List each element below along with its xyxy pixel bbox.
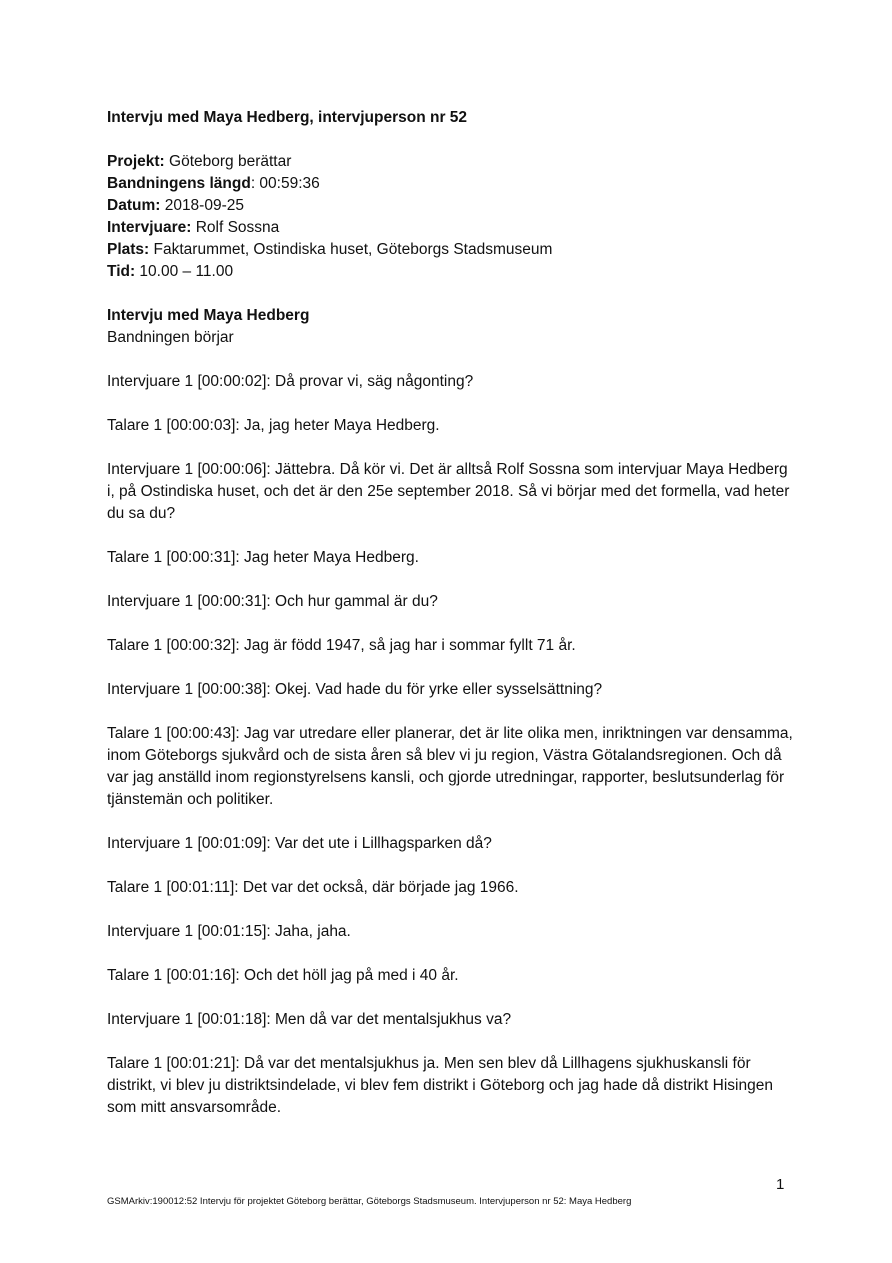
meta-interviewer bbox=[107, 217, 797, 239]
document-body bbox=[107, 107, 797, 1141]
meta-value: 10.00 – 11.00 bbox=[135, 263, 234, 280]
meta-value: Faktarummet, Ostindiska huset, Göteborgs Stadsmuseum bbox=[149, 241, 553, 258]
meta-label: Bandningens längd bbox=[107, 175, 251, 192]
page-number: 1 bbox=[776, 1176, 785, 1193]
transcript-turn: Talare 1 [00:00:32]: Jag är född 1947, så jag har i sommar fyllt 71 år. bbox=[107, 637, 576, 654]
meta-value: : 00:59:36 bbox=[250, 175, 320, 192]
transcript-turn: Intervjuare 1 [00:01:18]: Men då var det mentalsjukhus va? bbox=[107, 1011, 512, 1028]
transcript-turn: Intervjuare 1 [00:00:31]: Och hur gammal är du? bbox=[107, 593, 438, 610]
meta-value: 2018-09-25 bbox=[160, 197, 244, 214]
meta-label: Plats: bbox=[107, 241, 150, 258]
meta-label: Tid: bbox=[107, 263, 136, 280]
transcript-turn: Talare 1 [00:01:11]: Det var det också, där började jag 1966. bbox=[107, 879, 519, 896]
transcript-turn: Intervjuare 1 [00:01:09]: Var det ute i Lillhagsparken då? bbox=[107, 835, 492, 852]
metadata-block bbox=[107, 151, 797, 283]
transcript-turn: Intervjuare 1 [00:00:38]: Okej. Vad hade du för yrke eller sysselsättning? bbox=[107, 681, 603, 698]
transcript-turn: Talare 1 [00:01:21]: Då var det mentalsjukhus ja. Men sen blev då Lillhagens sjukhuskansli för distrikt, vi blev ju distriktsindelade, vi blev fem distrikt i Göteborg och jag hade då distrikt Hisingen som mitt ansvarsområde. bbox=[107, 1055, 773, 1116]
page-footer: GSMArkiv:190012:52 Intervju för projektet Göteborg berättar, Göteborgs Stadsmuseum. Intervjuperson nr 52: Maya Hedberg bbox=[107, 1196, 632, 1207]
meta-label: Datum: bbox=[107, 197, 161, 214]
transcript-turn: Intervjuare 1 [00:00:06]: Jättebra. Då kör vi. Det är alltså Rolf Sossna som intervjuar Maya Hedberg i, på Ostindiska huset, och det är den 25e september 2018. Så vi börjar med det formella, vad heter du sa du? bbox=[107, 461, 790, 522]
transcript-turn: Talare 1 [00:00:03]: Ja, jag heter Maya Hedberg. bbox=[107, 417, 440, 434]
meta-project bbox=[107, 151, 797, 173]
document-title: Intervju med Maya Hedberg, intervjuperson nr 52 bbox=[107, 109, 468, 126]
transcript-turn: Talare 1 [00:01:16]: Och det höll jag på med i 40 år. bbox=[107, 967, 459, 984]
meta-time bbox=[107, 261, 797, 283]
transcript-turn: Talare 1 [00:00:31]: Jag heter Maya Hedberg. bbox=[107, 549, 419, 566]
meta-label: Intervjuare: bbox=[107, 219, 192, 236]
meta-value: Göteborg berättar bbox=[164, 153, 292, 170]
meta-place bbox=[107, 239, 797, 261]
transcript-turn: Intervjuare 1 [00:01:15]: Jaha, jaha. bbox=[107, 923, 351, 940]
section-title: Intervju med Maya Hedberg bbox=[107, 307, 310, 324]
meta-label: Projekt: bbox=[107, 153, 165, 170]
transcript-turn: Intervjuare 1 [00:00:02]: Då provar vi, säg någonting? bbox=[107, 373, 474, 390]
meta-date bbox=[107, 195, 797, 217]
meta-recording-length bbox=[107, 173, 797, 195]
meta-value: Rolf Sossna bbox=[191, 219, 280, 236]
section-subtitle: Bandningen börjar bbox=[107, 329, 234, 346]
transcript-turn: Talare 1 [00:00:43]: Jag var utredare eller planerar, det är lite olika men, inriktningen var densamma, inom Göteborgs sjukvård och de sista åren så blev vi ju region, Västra Götalandsregionen. Och då var jag anställd inom regionstyrelsens kansli, och gjorde utredningar, rapporter, beslutsunderlag för tjänstemän och politiker. bbox=[107, 725, 793, 808]
